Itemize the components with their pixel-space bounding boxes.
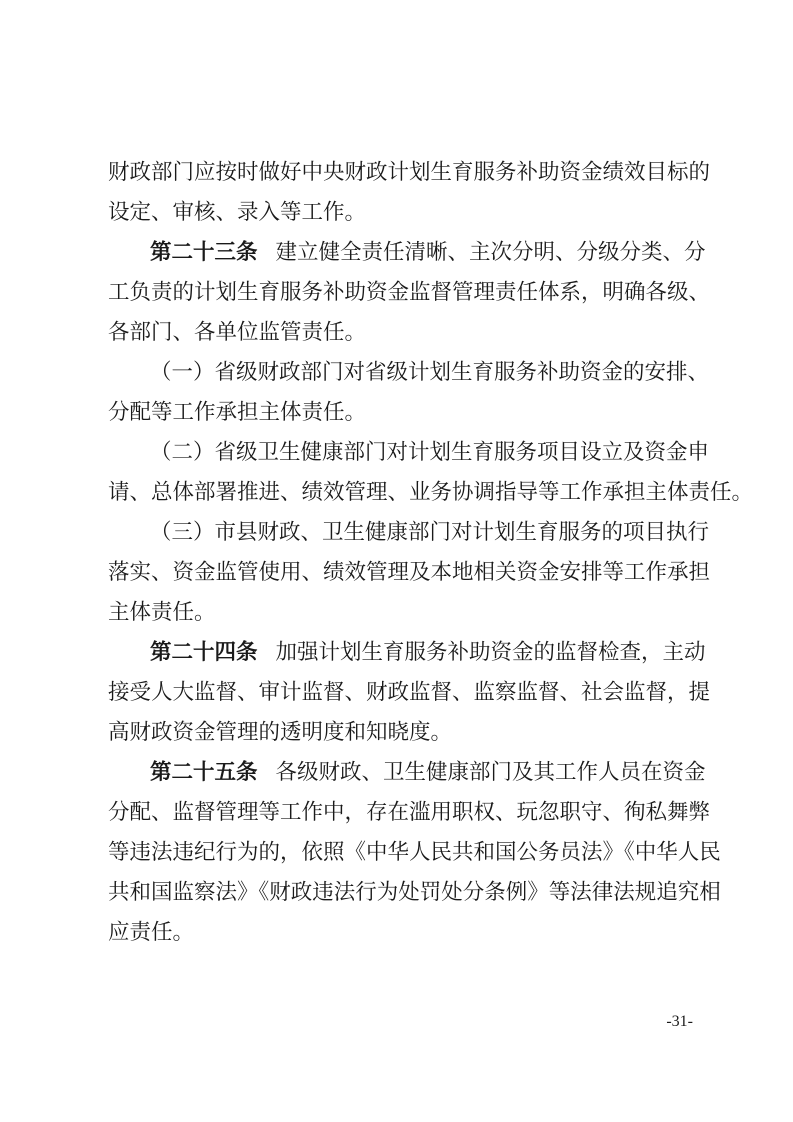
article-number: 第二十四条 <box>150 640 258 665</box>
text-line <box>108 918 688 948</box>
line-text: 加强计划生育服务补助资金的监督检查，主动 <box>275 640 706 665</box>
list-item-line <box>150 518 710 548</box>
text-line <box>108 558 711 588</box>
line-text: 高财政资金管理的透明度和知晓度。 <box>108 720 453 745</box>
line-text: 共和国监察法》《财政违法行为处罚处分条例》等法律法规追究相 <box>108 880 721 905</box>
line-text: 各部门、各单位监管责任。 <box>108 320 367 345</box>
text-line <box>108 678 711 708</box>
text-line <box>108 878 721 908</box>
line-text: 设定、审核、录入等工作。 <box>108 200 367 225</box>
line-text: 应责任。 <box>108 920 195 945</box>
line-text: 建立健全责任清晰、主次分明、分级分类、分 <box>275 240 706 265</box>
line-text: （二）省级卫生健康部门对计划生育服务项目设立及资金申 <box>150 440 710 465</box>
article-24-heading-line <box>150 638 706 668</box>
line-text: 财政部门应按时做好中央财政计划生育服务补助资金绩效目标的 <box>108 160 711 185</box>
line-text: 分配、监督管理等工作中，存在滥用职权、玩忽职守、徇私舞弊 <box>108 800 711 825</box>
text-line <box>108 598 688 628</box>
text-line <box>108 318 688 348</box>
line-text: 工负责的计划生育服务补助资金监督管理责任体系，明确各级、 <box>108 280 711 305</box>
text-line <box>108 718 688 748</box>
line-text: 落实、资金监管使用、绩效管理及本地相关资金安排等工作承担 <box>108 560 711 585</box>
line-text: 各级财政、卫生健康部门及其工作人员在资金 <box>275 760 706 785</box>
line-text: 等违法违纪行为的，依照《中华人民共和国公务员法》《中华人民 <box>108 840 721 865</box>
text-line <box>108 478 754 508</box>
article-number: 第二十五条 <box>150 760 258 785</box>
text-line <box>108 158 711 188</box>
line-text: 接受人大监督、审计监督、财政监督、监察监督、社会监督，提 <box>108 680 711 705</box>
page-number: -31- <box>666 1013 693 1030</box>
text-line <box>108 198 688 228</box>
line-text: （一）省级财政部门对省级计划生育服务补助资金的安排、 <box>150 360 710 385</box>
article-number: 第二十三条 <box>150 240 258 265</box>
list-item-line <box>150 438 710 468</box>
line-text: 分配等工作承担主体责任。 <box>108 400 367 425</box>
list-item-line <box>150 358 710 388</box>
line-text: 主体责任。 <box>108 600 216 625</box>
line-text: （三）市县财政、卫生健康部门对计划生育服务的项目执行 <box>150 520 710 545</box>
line-text: 请、总体部署推进、绩效管理、业务协调指导等工作承担主体责任。 <box>108 480 754 505</box>
article-23-heading-line <box>150 238 706 268</box>
text-line <box>108 398 688 428</box>
article-25-heading-line <box>150 758 706 788</box>
text-line <box>108 838 721 868</box>
text-line <box>108 798 711 828</box>
text-line <box>108 278 711 308</box>
